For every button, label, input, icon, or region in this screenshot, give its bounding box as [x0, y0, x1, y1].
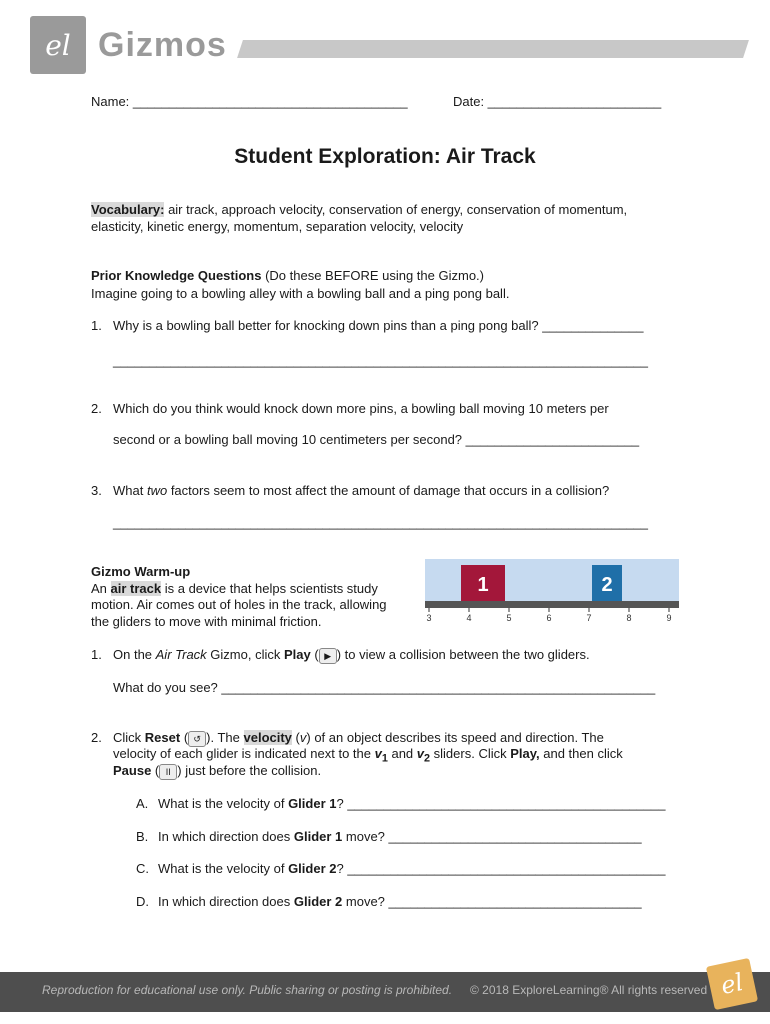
reset-icon: ↺	[188, 731, 206, 747]
question-text: and then click	[539, 746, 623, 761]
vocabulary-label: Vocabulary:	[91, 202, 165, 217]
play-label: Play	[283, 647, 311, 662]
sub-text: What is the velocity of	[158, 796, 289, 811]
prior-question-2-cont: second or a bowling ball moving 10 centimeters per second? ________________________	[113, 432, 640, 447]
play-label: Play,	[510, 746, 540, 761]
footer-notice: Reproduction for educational use only. Public sharing or posting is prohibited.	[42, 983, 453, 997]
prior-heading-note: (Do these BEFORE using the Gizmo.)	[261, 268, 484, 283]
glider-name: Glider 1	[288, 796, 337, 811]
v2-subscript: 2	[424, 752, 431, 765]
sub-letter: C.	[136, 861, 149, 876]
track-tick-label: 8	[626, 613, 632, 623]
pause-icon: II	[159, 764, 177, 780]
footer-logo-mark: el	[718, 968, 746, 1000]
gizmo-name: Air Track	[155, 647, 207, 662]
sub-question-b	[136, 829, 642, 844]
question-number: 2.	[91, 730, 102, 745]
track-tick-label: 5	[506, 613, 512, 623]
question-text: (	[180, 730, 189, 745]
warmup-question-2	[91, 730, 604, 747]
glider-1-label: 1	[477, 574, 489, 596]
prior-question-2	[91, 401, 609, 416]
vocabulary-line-1	[91, 202, 627, 217]
sub-answer-line[interactable]: move? ___________________________________	[342, 829, 642, 844]
pause-label: Pause	[113, 763, 152, 778]
question-text: sliders. Click	[430, 746, 511, 761]
prior-question-3	[91, 483, 609, 498]
question-text: factors seem to most affect the amount of damage that occurs in a collision?	[167, 483, 610, 498]
question-text: Gizmo, click	[206, 647, 284, 662]
v1-symbol: v	[374, 746, 382, 761]
question-text: (	[310, 647, 319, 662]
warmup-line-1	[91, 581, 378, 596]
velocity-symbol: v	[299, 730, 307, 745]
v1-subscript: 1	[381, 752, 388, 765]
page-title: Student Exploration: Air Track	[234, 145, 536, 168]
question-text: ). The	[206, 730, 244, 745]
question-text: (	[291, 730, 300, 745]
air-track-image	[425, 559, 679, 625]
sub-text: In which direction does	[158, 829, 294, 844]
warmup-answer-1[interactable]: What do you see? ____________________________________________________________	[113, 680, 656, 695]
question-number: 2.	[91, 401, 102, 416]
date-field[interactable]: Date: ________________________	[453, 94, 662, 109]
play-icon: ▶	[319, 648, 337, 664]
sub-letter: B.	[136, 829, 149, 844]
footer-copyright: © 2018 ExploreLearning® All rights reserved	[470, 983, 708, 997]
answer-line[interactable]: __________________________________________________________________________	[113, 515, 649, 530]
question-text: ) to view a collision between the two gliders.	[336, 647, 590, 662]
warmup-question-2-line-3	[113, 763, 321, 780]
prior-intro: Imagine going to a bowling alley with a bowling ball and a ping pong ball.	[91, 286, 510, 301]
question-emphasis: two	[146, 483, 168, 498]
explorelearning-logo	[30, 16, 86, 74]
track-tick-label: 6	[546, 613, 552, 623]
sub-answer-line[interactable]: ? ____________________________________________	[336, 861, 666, 876]
answer-line[interactable]: __________________________________________________________________________	[113, 353, 649, 368]
warmup-question-2-line-2	[113, 746, 623, 765]
track-tick-label: 3	[426, 613, 432, 623]
prior-heading-bold: Prior Knowledge Questions	[91, 268, 262, 283]
question-text: What	[113, 483, 147, 498]
question-text: Why is a bowling ball better for knocking down pins than a ping pong ball? ______________	[113, 318, 644, 333]
question-text: Which do you think would knock down more pins, a bowling ball moving 10 meters per	[113, 401, 609, 416]
track-rail	[425, 601, 679, 608]
prior-knowledge-heading	[91, 268, 484, 283]
question-number: 1.	[91, 647, 102, 662]
sub-answer-line[interactable]: move? ___________________________________	[342, 894, 642, 909]
vocabulary-text-1: air track, approach velocity, conservation of energy, conservation of momentum,	[164, 202, 628, 217]
warmup-text: is a device that helps scientists study	[161, 581, 378, 596]
air-track-term: air track	[110, 581, 162, 596]
track-tick-label: 4	[466, 613, 472, 623]
sub-letter: D.	[136, 894, 149, 909]
question-number: 1.	[91, 318, 102, 333]
question-text: ) of an object describes its speed and direction. The	[306, 730, 604, 745]
glider-name: Glider 1	[293, 829, 343, 844]
glider-name: Glider 2	[293, 894, 343, 909]
sub-question-d	[136, 894, 642, 909]
sub-text: What is the velocity of	[158, 861, 289, 876]
vocabulary-line-2: elasticity, kinetic energy, momentum, separation velocity, velocity	[91, 219, 464, 234]
warmup-line-2: motion. Air comes out of holes in the track, allowing	[91, 597, 387, 612]
prior-question-1	[91, 318, 643, 333]
warmup-question-1	[91, 647, 590, 664]
sub-answer-line[interactable]: ? ____________________________________________	[336, 796, 666, 811]
sub-text: In which direction does	[158, 894, 294, 909]
glider-2-label: 2	[601, 574, 613, 596]
track-tick-label: 9	[666, 613, 672, 623]
sub-letter: A.	[136, 796, 149, 811]
question-text: (	[151, 763, 160, 778]
warmup-heading: Gizmo Warm-up	[91, 564, 191, 579]
question-text: On the	[113, 647, 156, 662]
footer-logo	[706, 958, 758, 1010]
gizmos-brand: Gizmos	[98, 26, 227, 64]
logo-mark: el	[45, 28, 71, 62]
sub-question-c	[136, 861, 665, 876]
question-text: velocity of each glider is indicated next to the	[113, 746, 375, 761]
question-text: Click	[113, 730, 145, 745]
question-text: and	[387, 746, 417, 761]
sub-question-a	[136, 796, 665, 811]
header-bar	[237, 40, 749, 58]
warmup-text: An	[91, 581, 111, 596]
glider-name: Glider 2	[288, 861, 337, 876]
warmup-line-3: the gliders to move with minimal friction.	[91, 614, 322, 629]
reset-label: Reset	[144, 730, 181, 745]
question-text: ) just before the collision.	[177, 763, 322, 778]
track-tick-label: 7	[586, 613, 592, 623]
velocity-term: velocity	[243, 730, 292, 745]
v2-symbol: v	[416, 746, 425, 761]
question-number: 3.	[91, 483, 102, 498]
name-field[interactable]: Name: ______________________________________	[91, 94, 408, 109]
